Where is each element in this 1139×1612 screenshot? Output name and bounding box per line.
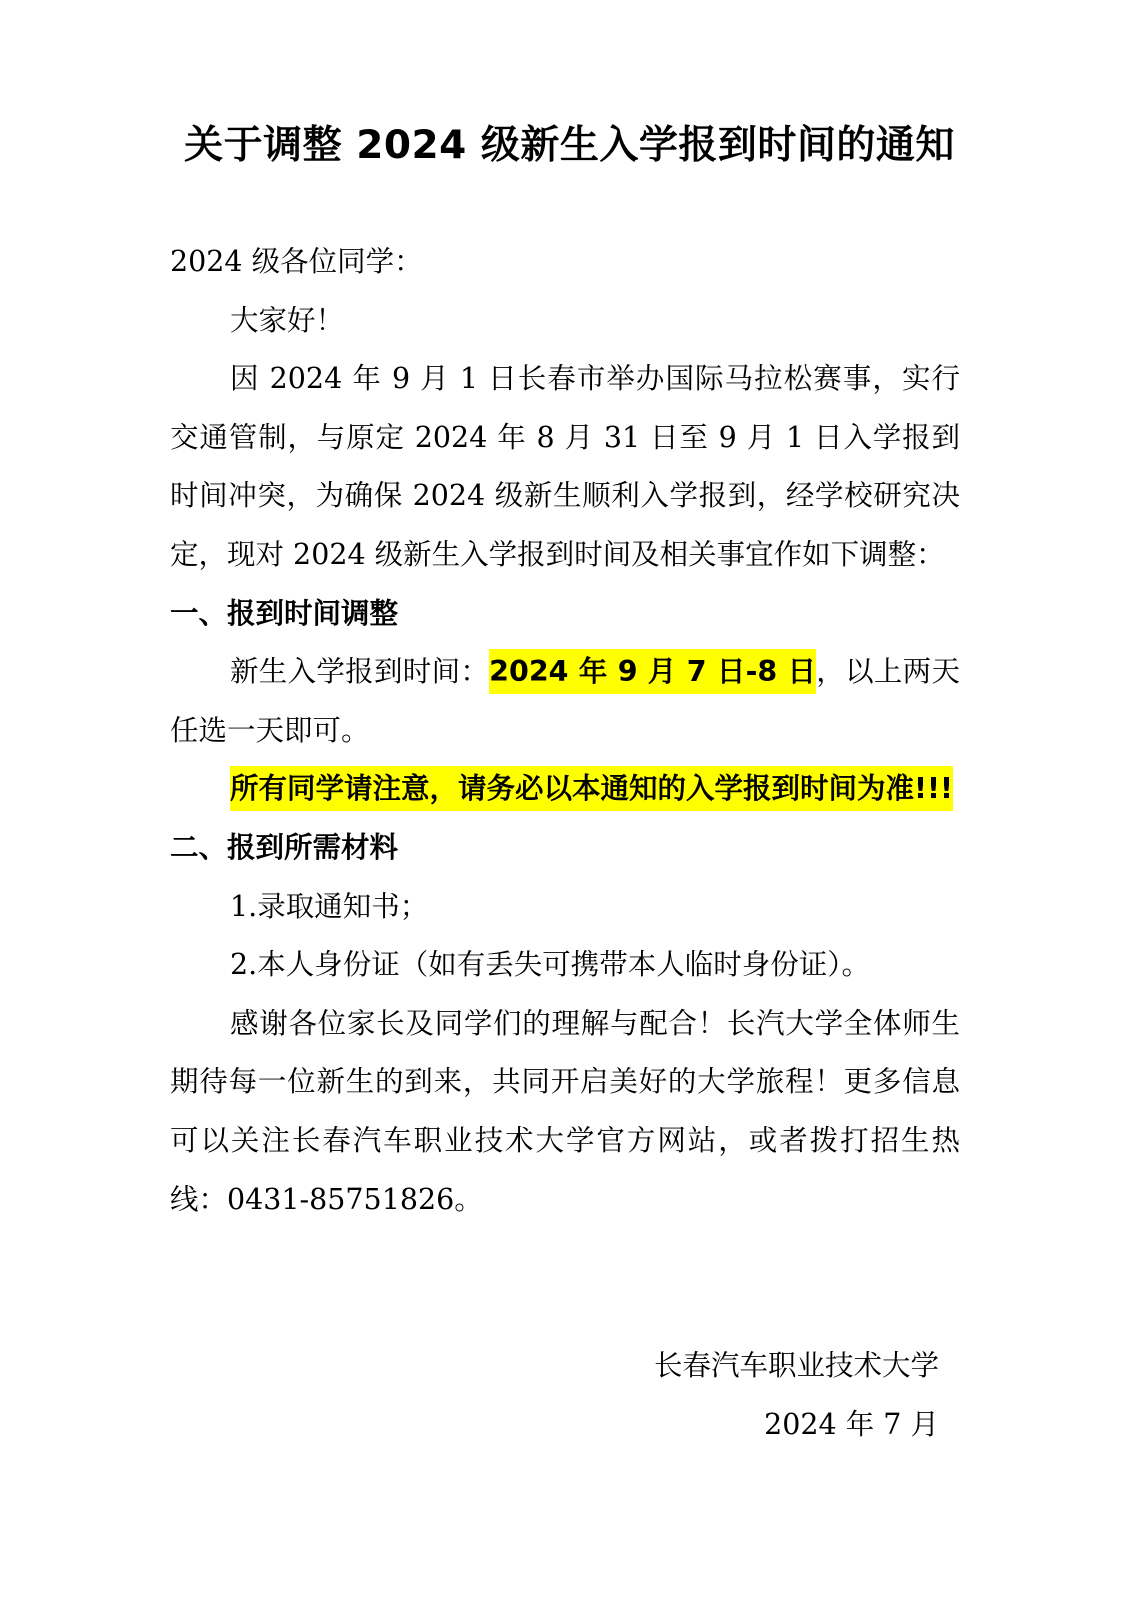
report-time-paragraph <box>170 643 960 760</box>
greeting: 大家好！ <box>230 303 345 337</box>
report-time-highlight: 2024 年 9 月 7 日-8 日 <box>489 649 816 694</box>
section-heading-materials: 二、报到所需材料 <box>170 830 399 864</box>
section-heading-time: 一、报到时间调整 <box>170 596 399 630</box>
signature-block <box>654 1337 939 1454</box>
report-time-label: 新生入学报到时间： <box>230 655 490 689</box>
important-notice-text: 所有同学请注意，请务必以本通知的入学报到时间为准!!! <box>230 766 953 811</box>
closing-paragraph: 感谢各位家长及同学们的理解与配合！长汽大学全体师生期待每一位新生的到来，共同开启美好的大学旅程！更多信息可以关注长春汽车职业技术大学官方网站，或者拨打招生热线：0431-85751826。 <box>170 1006 960 1216</box>
signature-date: 2024 年 7 月 <box>764 1407 939 1441</box>
material-item: 1.录取通知书； <box>230 889 429 923</box>
intro-paragraph: 因 2024 年 9 月 1 日长春市举办国际马拉松赛事，实行交通管制，与原定 2024 年 8 月 31 日至 9 月 1 日入学报到时间冲突，为确保 2024 级新生顺利入学报到，经学校研究决定，现对 2024 级新生入学报到时间及相关事宜作如下调整： <box>170 362 960 571</box>
material-item: 2.本人身份证（如有丢失可携带本人临时身份证）。 <box>230 948 870 982</box>
report-time-suffix: ，以上两天任选一天即可。 <box>170 655 960 747</box>
signature-organization: 长春汽车职业技术大学 <box>653 1349 939 1382</box>
important-notice <box>170 760 960 819</box>
document-body <box>170 233 960 1229</box>
document-title: 关于调整 2024 级新生入学报到时间的通知 <box>184 123 955 168</box>
salutation: 2024 级各位同学： <box>170 245 423 278</box>
